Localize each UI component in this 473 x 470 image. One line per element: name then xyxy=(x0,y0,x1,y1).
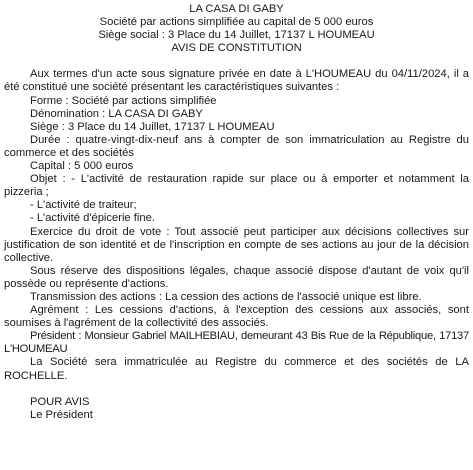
notice-header xyxy=(4,3,469,55)
siege-line: Siège : 3 Place du 14 Juillet, 17137 L HOUMEAU xyxy=(30,120,275,133)
signatory-line: Le Président xyxy=(30,408,93,421)
spacer xyxy=(4,383,469,396)
registered-office: Siège social : 3 Place du 14 Juillet, 17137 L HOUMEAU xyxy=(98,29,375,42)
objet-item: - L'activité d'épicerie fine. xyxy=(30,212,155,225)
objet-item: - L'activité de traiteur; xyxy=(30,199,137,212)
objet-paragraph: Objet : - L'activité de restauration rapide sur place ou à emporter et notamment la pizzeria ; xyxy=(4,173,469,199)
closing-line: POUR AVIS xyxy=(30,395,90,408)
intro-paragraph: Aux termes d'un acte sous signature privée en date à L'HOUMEAU du 04/11/2024, il a été constitué une société présentant les caractéristiques suivantes : xyxy=(4,68,469,94)
immatriculation-paragraph: La Société sera immatriculée au Registre du commerce et des sociétés de LA ROCHELLE. xyxy=(4,356,469,382)
capital-line: Capital : 5 000 euros xyxy=(30,160,134,173)
duree-paragraph: Durée : quatre-vingt-dix-neuf ans à compter de son immatriculation au Registre du commerce et des sociétés xyxy=(4,133,469,159)
denomination-line: Dénomination : LA CASA DI GABY xyxy=(30,107,203,120)
notice-title: AVIS DE CONSTITUTION xyxy=(171,42,302,55)
reserve-paragraph: Sous réserve des dispositions légales, chaque associé dispose d'autant de voix qu'il possède ou représente d'actions. xyxy=(4,264,469,290)
company-name: LA CASA DI GABY xyxy=(189,3,284,15)
agrement-paragraph: Agrément : Les cessions d'actions, à l'exception des cessions aux associés, sont soumises à l'agrément de la collectivité des associés. xyxy=(4,304,469,330)
forme-line: Forme : Société par actions simplifiée xyxy=(30,94,217,107)
company-type: Société par actions simplifiée au capital de 5 000 euros xyxy=(99,16,374,29)
transmission-line: Transmission des actions : La cession des actions de l'associé unique est libre. xyxy=(30,290,422,303)
vote-paragraph: Exercice du droit de vote : Tout associé peut participer aux décisions collectives sur justification de son identité et de l'inscription en compte de ses actions au jour de la décision collective. xyxy=(4,225,469,264)
president-paragraph: Président : Monsieur Gabriel MAILHEBIAU, demeurant 43 Bis Rue de la République, 17137 L'HOUMEAU xyxy=(4,330,469,356)
